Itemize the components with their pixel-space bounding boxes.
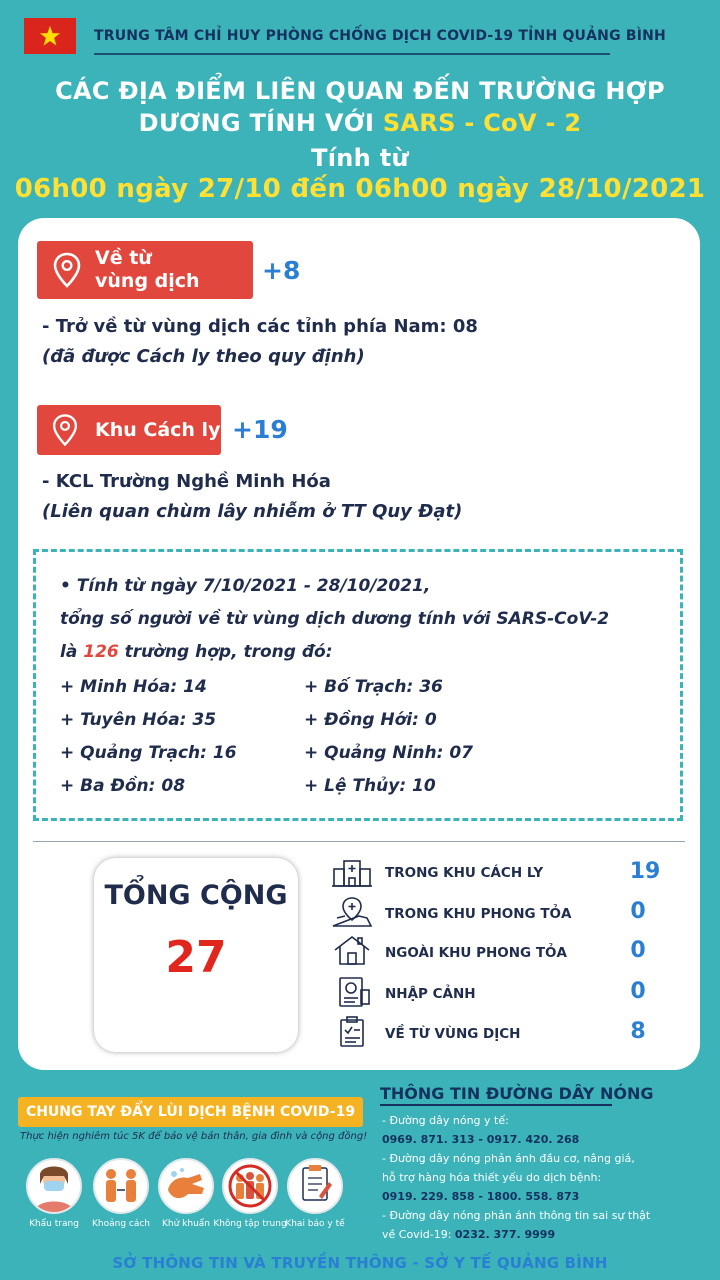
hotline-health-numbers[interactable]: 0969. 871. 313 - 0917. 420. 268: [382, 1133, 580, 1146]
hotline-misinfo-number[interactable]: 0232. 377. 9999: [454, 1228, 556, 1241]
badge-quarantine-area: [37, 405, 221, 455]
hotline-price-numbers[interactable]: 0919. 229. 858 - 1800. 558. 873: [382, 1190, 580, 1203]
no-gathering-icon: [222, 1158, 278, 1214]
stat-value-entry: 0: [630, 979, 646, 1004]
stat-value-lockdown-inside: 0: [630, 899, 646, 924]
returned-note: (đã được Cách ly theo quy định): [42, 346, 365, 367]
stat-value-lockdown-outside: 0: [630, 938, 646, 963]
district-item: + Quảng Ninh: 07: [304, 743, 474, 763]
quarantine-count: +19: [232, 415, 288, 444]
summary-total: 126: [83, 642, 119, 662]
hotline-price-label-2: hỗ trợ hàng hóa thiết yếu do dịch bệnh:: [382, 1171, 602, 1184]
badge-returned-from-epidemic-zone: [37, 241, 253, 299]
district-item: + Tuyên Hóa: 35: [60, 710, 217, 730]
summary-line3: là 126 trường hợp, trong đó:: [60, 642, 333, 662]
page-title-line1: CÁC ĐỊA ĐIỂM LIÊN QUAN ĐẾN TRƯỜNG HỢP: [55, 77, 665, 105]
district-item: + Quảng Trạch: 16: [60, 743, 237, 763]
campaign-item-label: Không tập trung: [213, 1219, 287, 1229]
location-pin-icon: [45, 248, 89, 292]
house-icon: [331, 934, 373, 966]
campaign-item-label: Khai báo y tế: [285, 1219, 345, 1229]
hotline-divider: [380, 1104, 612, 1106]
page-title-line2: [0, 109, 720, 137]
header-divider: [94, 53, 610, 55]
stat-label-lockdown-outside: NGOÀI KHU PHONG TỎA: [385, 945, 567, 961]
health-declaration-icon: [287, 1158, 343, 1214]
campaign-subtitle: Thực hiện nghiêm túc 5K để bảo vệ bản thân, gia đình và cộng đồng!: [20, 1131, 368, 1142]
district-item: + Minh Hóa: 14: [60, 677, 207, 697]
map-pin-icon: [331, 896, 373, 928]
title-highlight: SARS - CoV - 2: [382, 109, 582, 137]
star-icon: [39, 25, 61, 47]
total-value: 27: [165, 932, 227, 983]
location-pin-icon: [45, 410, 85, 450]
vietnam-flag: [24, 18, 76, 54]
passport-icon: [331, 976, 373, 1008]
quarantine-note: (Liên quan chùm lây nhiễm ở TT Quy Đạt): [42, 501, 463, 522]
hotline-price-label: - Đường dây nóng phản ánh đầu cơ, nâng giá,: [382, 1152, 635, 1165]
footer-credit: SỞ THÔNG TIN VÀ TRUYỀN THÔNG - SỞ Y TẾ QUẢNG BÌNH: [112, 1254, 608, 1272]
stat-label-returned: VỀ TỪ VÙNG DỊCH: [385, 1026, 521, 1042]
badge-line1: Về từ: [95, 247, 152, 269]
stat-label-quarantine: TRONG KHU CÁCH LY: [385, 865, 544, 881]
returned-detail: - Trở về từ vùng dịch các tỉnh phía Nam: 08: [42, 316, 478, 337]
stat-label-lockdown-inside: TRONG KHU PHONG TỎA: [385, 906, 572, 922]
section-divider: [33, 841, 685, 842]
hotline-misinfo-line2: về Covid-19: 0232. 377. 9999: [382, 1228, 556, 1241]
summary-line2: tổng số người về từ vùng dịch dương tính với SARS-CoV-2: [60, 609, 610, 629]
district-item: + Lệ Thủy: 10: [304, 776, 436, 796]
summary-line1: • Tính từ ngày 7/10/2021 - 28/10/2021,: [60, 576, 431, 596]
stat-value-quarantine: 19: [629, 859, 661, 884]
district-item: + Ba Đồn: 08: [60, 776, 186, 796]
badge-line2: vùng dịch: [95, 270, 200, 292]
campaign-slogan: CHUNG TAY ĐẨY LÙI DỊCH BỆNH COVID-19: [18, 1097, 363, 1127]
campaign-item-label: Khoảng cách: [91, 1219, 151, 1229]
title-prefix: DƯƠNG TÍNH VỚI: [138, 109, 375, 137]
returned-count: +8: [262, 256, 301, 285]
stat-label-entry: NHẬP CẢNH: [385, 986, 476, 1002]
organization-name: TRUNG TÂM CHỈ HUY PHÒNG CHỐNG DỊCH COVID-19 TỈNH QUẢNG BÌNH: [94, 28, 666, 44]
campaign-item-label: Khẩu trang: [29, 1219, 79, 1229]
clipboard-icon: [331, 1016, 373, 1048]
hotline-title: THÔNG TIN ĐƯỜNG DÂY NÓNG: [380, 1084, 654, 1103]
stat-value-returned: 8: [630, 1019, 646, 1044]
district-item: + Đồng Hới: 0: [304, 710, 437, 730]
total-label: TỔNG CỘNG: [104, 880, 288, 911]
hotline-misinfo-label: - Đường dây nóng phản ánh thông tin sai sự thật: [382, 1209, 651, 1222]
quarantine-detail: - KCL Trường Nghề Minh Hóa: [42, 471, 331, 492]
hand-wash-icon: [158, 1158, 214, 1214]
hospital-icon: [331, 856, 373, 888]
campaign-item-label: Khử khuẩn: [161, 1219, 210, 1229]
date-range: 06h00 ngày 27/10 đến 06h00 ngày 28/10/2021: [14, 174, 706, 204]
district-item: + Bố Trạch: 36: [304, 677, 443, 697]
badge-label: Khu Cách ly: [95, 418, 221, 441]
hotline-health-label: - Đường dây nóng y tế:: [382, 1114, 509, 1127]
mask-icon: [26, 1158, 82, 1214]
distance-icon: [93, 1158, 149, 1214]
page-title-line3: Tính từ: [311, 144, 409, 172]
